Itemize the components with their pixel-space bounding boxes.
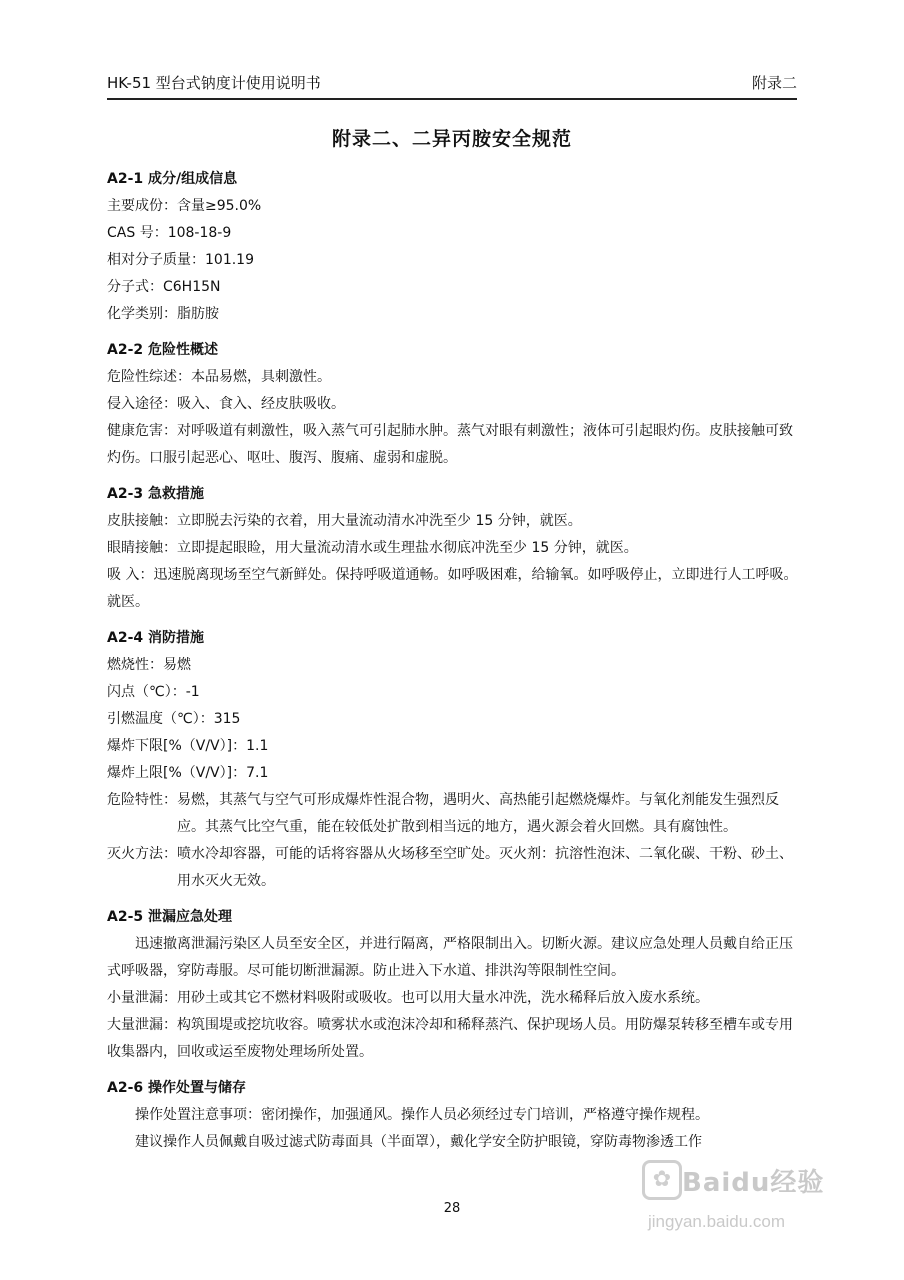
watermark-url: jingyan.baidu.com bbox=[648, 1212, 786, 1231]
document-body bbox=[107, 165, 799, 1156]
watermark-name: Baidu经验 bbox=[682, 1168, 825, 1198]
baidu-paw-icon: ✿ bbox=[642, 1160, 682, 1200]
text-line: 引燃温度（℃）：315 bbox=[107, 711, 241, 727]
section-heading-a2-1: A2-1 成分/组成信息 bbox=[107, 171, 238, 187]
text-line: 眼睛接触：立即提起眼睑，用大量流动清水或生理盐水彻底冲洗至少 15 分钟，就医。 bbox=[107, 540, 638, 556]
hazard-label: 危险特性： bbox=[107, 792, 177, 808]
text-paragraph: 建议操作人员佩戴自吸过滤式防毒面具（半面罩），戴化学安全防护眼镜，穿防毒物渗透工作 bbox=[135, 1134, 702, 1150]
text-line: 化学类别：脂肪胺 bbox=[107, 306, 219, 322]
text-paragraph: 大量泄漏：构筑围堤或挖坑收容。喷雾状水或泡沫冷却和稀释蒸汽、保护现场人员。用防爆泵转移至槽车或专用收集器内，回收或运至废物处理场所处置。 bbox=[107, 1017, 793, 1060]
fire-fighting-method bbox=[107, 841, 799, 895]
text-line: 危险性综述：本品易燃，具刺激性。 bbox=[107, 369, 331, 385]
text-paragraph: 操作处置注意事项：密闭操作，加强通风。操作人员必须经过专门培训，严格遵守操作规程。 bbox=[135, 1107, 709, 1123]
section-heading-a2-5: A2-5 泄漏应急处理 bbox=[107, 909, 233, 925]
text-line: CAS 号：108-18-9 bbox=[107, 225, 232, 241]
hazard-characteristics bbox=[107, 787, 799, 841]
text-line: 燃烧性：易燃 bbox=[107, 657, 191, 673]
text-paragraph: 迅速撤离泄漏污染区人员至安全区，并进行隔离，严格限制出入。切断火源。建议应急处理人员戴自给正压式呼吸器，穿防毒服。尽可能切断泄漏源。防止进入下水道、排洪沟等限制性空间。 bbox=[107, 936, 793, 979]
header-appendix-label: 附录二 bbox=[751, 74, 797, 92]
text-line: 皮肤接触：立即脱去污染的衣着，用大量流动清水冲洗至少 15 分钟，就医。 bbox=[107, 513, 582, 529]
fire-text: 喷水冷却容器，可能的话将容器从火场移至空旷处。灭火剂：抗溶性泡沫、二氧化碳、干粉、砂土、用水灭火无效。 bbox=[177, 846, 793, 889]
text-line: 爆炸下限[%（V/V）]：1.1 bbox=[107, 738, 269, 754]
text-line: 爆炸上限[%（V/V）]：7.1 bbox=[107, 765, 269, 781]
text-line: 主要成份：含量≥95.0% bbox=[107, 198, 262, 214]
fire-label: 灭火方法： bbox=[107, 846, 177, 862]
section-heading-a2-2: A2-2 危险性概述 bbox=[107, 342, 219, 358]
page-title: 附录二、二异丙胺安全规范 bbox=[331, 128, 572, 150]
header-doc-title: HK-51 型台式钠度计使用说明书 bbox=[107, 74, 321, 92]
section-heading-a2-6: A2-6 操作处置与储存 bbox=[107, 1080, 247, 1096]
page-number: 28 bbox=[443, 1201, 461, 1216]
text-paragraph: 健康危害：对呼吸道有刺激性，吸入蒸气可引起肺水肿。蒸气对眼有刺激性；液体可引起眼灼伤。皮肤接触可致灼伤。口服引起恶心、呕吐、腹泻、腹痛、虚弱和虚脱。 bbox=[107, 423, 793, 466]
text-line: 分子式：C6H15N bbox=[107, 279, 221, 295]
text-line: 闪点（℃）：-1 bbox=[107, 684, 200, 700]
text-paragraph: 小量泄漏：用砂土或其它不燃材料吸附或吸收。也可以用大量水冲洗，洗水稀释后放入废水系统。 bbox=[107, 990, 709, 1006]
text-paragraph: 吸 入：迅速脱离现场至空气新鲜处。保持呼吸道通畅。如呼吸困难，给输氧。如呼吸停止，立即进行人工呼吸。就医。 bbox=[107, 567, 798, 610]
text-line: 相对分子质量：101.19 bbox=[107, 252, 254, 268]
section-heading-a2-3: A2-3 急救措施 bbox=[107, 486, 205, 502]
section-heading-a2-4: A2-4 消防措施 bbox=[107, 630, 205, 646]
hazard-text: 易燃，其蒸气与空气可形成爆炸性混合物，遇明火、高热能引起燃烧爆炸。与氧化剂能发生强烈反应。其蒸气比空气重，能在较低处扩散到相当远的地方，遇火源会着火回燃。具有腐蚀性。 bbox=[177, 792, 779, 835]
text-line: 侵入途径：吸入、食入、经皮肤吸收。 bbox=[107, 396, 345, 412]
page-header bbox=[107, 72, 797, 100]
